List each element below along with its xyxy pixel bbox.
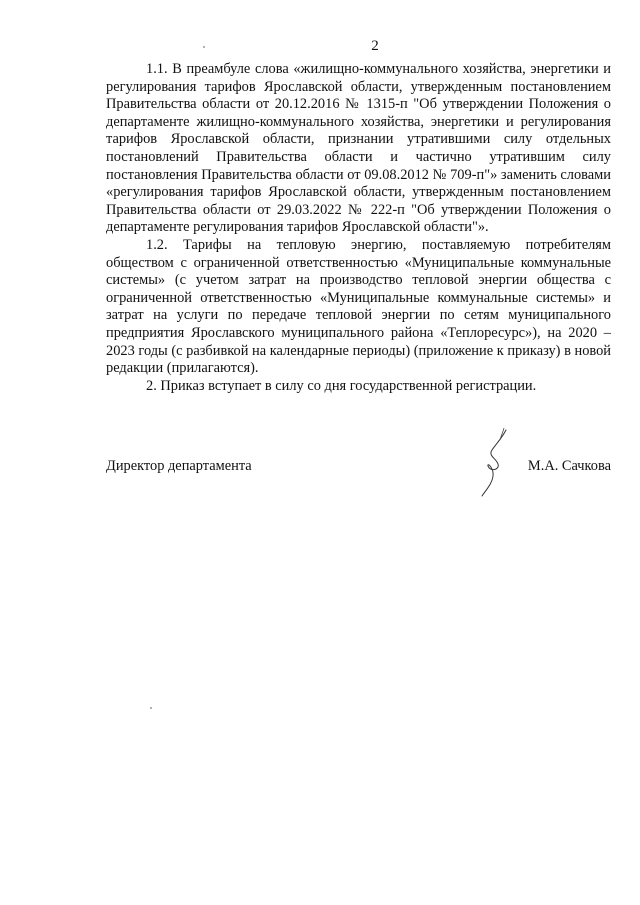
document-body — [106, 61, 611, 395]
signatory-position: Директор департамента — [106, 458, 252, 474]
paragraph-1-1: 1.1. В преамбуле слова «жилищно-коммунального хозяйства, энергетики и регулирования тарифов Ярославской области, утвержденным постановлением Правительства области от 20.12.2016 № 1315-п "Об утверждении Положения о департаменте жилищно-коммунального хозяйства, энергетики и регулирования тарифов Ярославской области, признании утратившими силу отдельных постановлений Правительства области и частично утратившим силу постановления Правительства области от 09.08.2012 № 709-п"» заменить словами «регулирования тарифов Ярославской области, утвержденным постановлением Правительства области от 29.03.2022 № 222-п "Об утверждении Положения о департаменте регулирования тарифов Ярославской области"». — [106, 61, 611, 236]
paragraph-2: 2. Приказ вступает в силу со дня государственной регистрации. — [146, 377, 537, 394]
page-number: 2 — [371, 38, 379, 54]
scan-speck — [203, 46, 205, 48]
signatory-name: М.А. Сачкова — [527, 458, 611, 474]
handwritten-signature — [476, 428, 516, 498]
paragraph-1-2: 1.2. Тарифы на тепловую энергию, поставляемую потребителям обществом с ограниченной ответственностью «Муниципальные коммунальные системы» (с учетом затрат на производство тепловой энергии общества с ограниченной ответственностью «Муниципальные коммунальные системы» и затрат на услуги по передаче тепловой энергии по сетям муниципального предприятия Ярославского муниципального района «Теплоресурс»), на 2020 – 2023 годы (с разбивкой на календарные периоды) (приложение к приказу) в новой редакции (прилагаются). — [106, 236, 611, 377]
signature-block — [106, 458, 611, 498]
scan-speck — [150, 707, 152, 709]
